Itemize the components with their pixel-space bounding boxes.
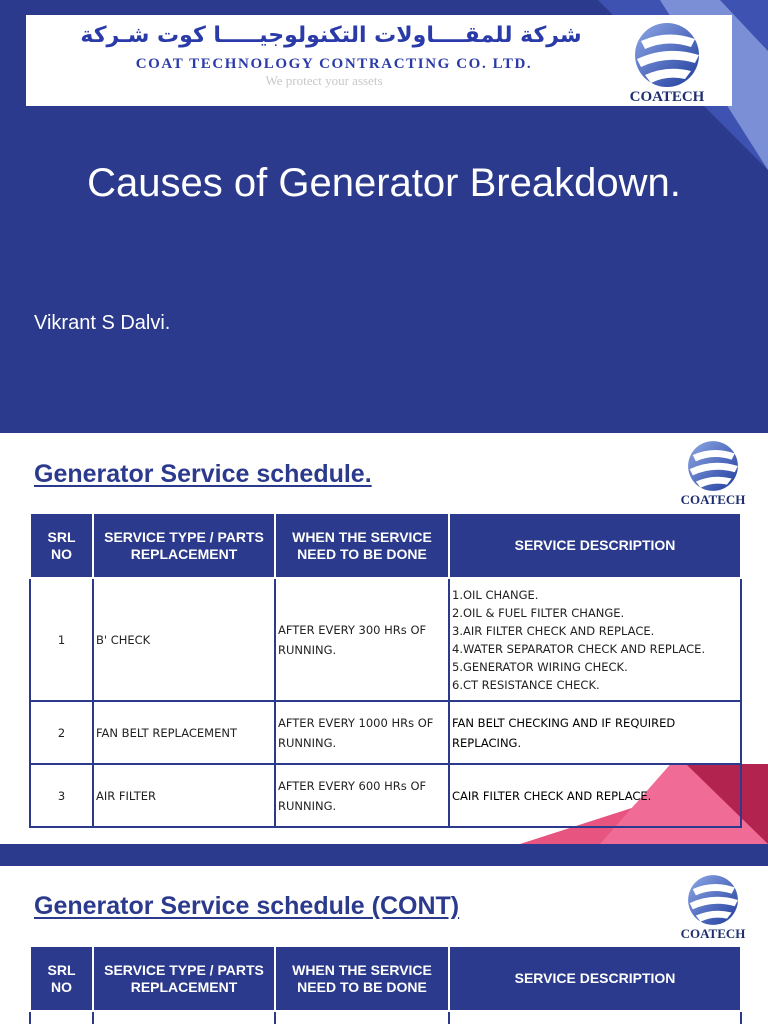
service-schedule-cont-slide xyxy=(0,866,768,1024)
table-row xyxy=(30,578,741,701)
cell-srl xyxy=(30,1011,93,1024)
logo-wordmark: COATECH xyxy=(680,926,746,941)
presenter-name: Vikrant S Dalvi. xyxy=(34,312,171,334)
service-schedule-table xyxy=(29,512,742,828)
coatech-logo xyxy=(678,872,748,942)
column-header-srl: SRL NO xyxy=(30,946,93,1011)
description-line: 2.OIL & FUEL FILTER CHANGE. xyxy=(452,605,625,620)
cell-description xyxy=(449,578,741,701)
cell-when: AFTER EVERY 600 HRs OF RUNNING. xyxy=(275,764,449,827)
description-line: 6.CT RESISTANCE CHECK. xyxy=(452,677,600,692)
cell-service-type xyxy=(93,1011,275,1024)
cell-description: FAN BELT CHECKING AND IF REQUIRED REPLACING. xyxy=(449,701,741,764)
logo-wordmark: COATECH xyxy=(629,89,705,105)
cell-description: CAIR FILTER CHECK AND REPLACE. xyxy=(449,764,741,827)
column-header-srl: SRL NO xyxy=(30,513,93,578)
slide-title: Generator Service schedule. xyxy=(34,460,372,488)
cell-when: AFTER EVERY 300 HRs OF RUNNING. xyxy=(275,578,449,701)
cell-service-type: B' CHECK xyxy=(93,578,275,701)
column-header-service-type: SERVICE TYPE / PARTS REPLACEMENT xyxy=(93,946,275,1011)
slide-title: Generator Service schedule (CONT) xyxy=(34,892,460,920)
company-header-banner xyxy=(26,15,732,106)
cell-srl: 2 xyxy=(30,701,93,764)
column-header-description: SERVICE DESCRIPTION xyxy=(449,513,741,578)
table-row xyxy=(30,764,741,827)
table-row xyxy=(30,1011,741,1024)
cell-description xyxy=(449,1011,741,1024)
table-header-row xyxy=(30,946,741,1011)
company-name-arabic: شركة للمقــــاولات التكنولوجيـــــا كوت شـركة xyxy=(80,23,582,48)
description-line: 4.WATER SEPARATOR CHECK AND REPLACE. xyxy=(452,641,706,656)
globe-logo-icon xyxy=(683,872,743,928)
coatech-logo xyxy=(678,438,748,508)
title-slide xyxy=(0,0,768,433)
cell-srl: 3 xyxy=(30,764,93,827)
globe-logo-icon xyxy=(629,19,705,91)
globe-logo-icon xyxy=(683,438,743,494)
column-header-service-type: SERVICE TYPE / PARTS REPLACEMENT xyxy=(93,513,275,578)
cell-srl: 1 xyxy=(30,578,93,701)
logo-wordmark: COATECH xyxy=(680,492,746,507)
description-line: 5.GENERATOR WIRING CHECK. xyxy=(452,659,628,674)
service-schedule-table xyxy=(29,945,742,1024)
presentation-title: Causes of Generator Breakdown. xyxy=(87,161,681,205)
table-header-row xyxy=(30,513,741,578)
service-schedule-slide xyxy=(0,433,768,844)
coatech-logo xyxy=(622,19,712,106)
column-header-when: WHEN THE SERVICE NEED TO BE DONE xyxy=(275,513,449,578)
cell-service-type: FAN BELT REPLACEMENT xyxy=(93,701,275,764)
company-tagline: We protect your assets xyxy=(265,73,383,88)
description-line: 1.OIL CHANGE. xyxy=(452,587,539,602)
description-line: 3.AIR FILTER CHECK AND REPLACE. xyxy=(452,623,655,638)
cell-when xyxy=(275,1011,449,1024)
table-row xyxy=(30,701,741,764)
company-name: COAT TECHNOLOGY CONTRACTING CO. LTD. xyxy=(135,56,533,72)
column-header-when: WHEN THE SERVICE NEED TO BE DONE xyxy=(275,946,449,1011)
column-header-description: SERVICE DESCRIPTION xyxy=(449,946,741,1011)
cell-when: AFTER EVERY 1000 HRs OF RUNNING. xyxy=(275,701,449,764)
cell-service-type: AIR FILTER xyxy=(93,764,275,827)
